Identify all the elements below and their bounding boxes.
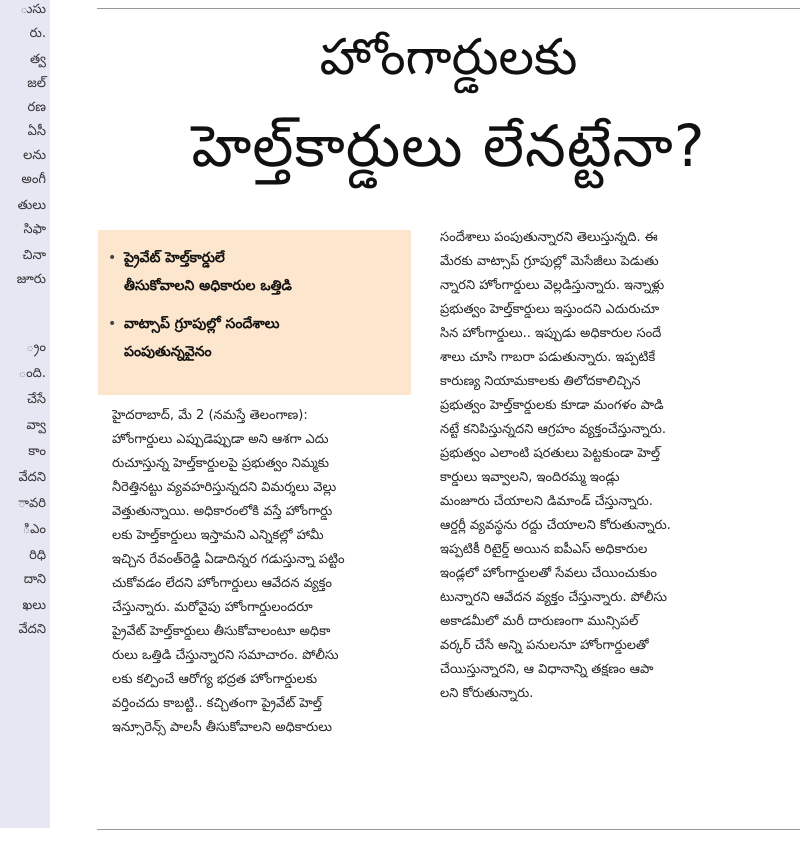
highlight-line: పంపుతున్నవైనం bbox=[124, 344, 212, 360]
highlight-item bbox=[108, 244, 403, 300]
body-line: వర్కర్ చేసే అన్ని పనులనూ హోంగార్డులతో bbox=[440, 638, 649, 653]
previous-article-fragment: ిఎం bbox=[22, 522, 46, 537]
bullet-icon: • bbox=[108, 316, 117, 332]
previous-article-fragment: దాని bbox=[23, 572, 46, 587]
body-line: సిన హోంగార్డులు.. ఇప్పుడు అధికారుల సందే bbox=[440, 326, 662, 341]
body-line: వర్తించదు కాబట్టి.. కచ్చితంగా ప్రైవేట్ హెల్త్ bbox=[112, 696, 323, 711]
body-line: చుకోవడం లేదని హోంగార్డులు ఆవేదన వ్యక్తం bbox=[112, 576, 333, 591]
previous-article-fragment: ంది. bbox=[18, 366, 46, 381]
body-line: సందేశాలు పంపుతున్నారని తెలుస్తున్నది. ఈ bbox=[440, 230, 658, 245]
previous-article-fragment: చినా bbox=[22, 248, 46, 263]
body-line: నీరెత్తినట్టు వ్యవహరిస్తున్నదని విమర్శలు వెల్లు bbox=[112, 480, 337, 495]
body-line: శాలు చూసి గాబరా పడుతున్నారు. ఇప్పటికే bbox=[440, 350, 656, 365]
highlight-line: ప్రైవేట్ హెల్త్‌కార్డులే bbox=[124, 250, 225, 266]
previous-article-fragment: సిఫా bbox=[23, 222, 46, 237]
body-line: ప్రైవేట్ హెల్త్‌కార్డులు తీసుకోవాలంటూ అధికా bbox=[112, 624, 331, 639]
body-line: రుచూస్తున్న హెల్త్‌కార్డులపై ప్రభుత్వం నిమ్మకు bbox=[112, 456, 329, 471]
previous-article-fragment: త్వ bbox=[29, 52, 46, 67]
body-line: చేస్తున్నారు. మరోవైపు హోంగార్డులందరూ bbox=[112, 600, 313, 615]
highlights-box bbox=[98, 230, 411, 395]
body-line: ప్రభుత్వం ఎలాంటి షరతులు పెట్టకుండా హెల్త్ bbox=[440, 446, 661, 461]
bullet-icon: • bbox=[108, 250, 117, 266]
body-line: ఆర్డర్లీ వ్యవస్థను రద్దు చేయాలని కోరుతున్నారు. bbox=[440, 518, 671, 533]
previous-article-fragment: ్రం bbox=[26, 340, 46, 355]
previous-article-fragment: ఖలు bbox=[22, 598, 46, 613]
article-column-1 bbox=[112, 404, 410, 740]
article-column-2 bbox=[440, 226, 785, 706]
previous-article-fragment: రు. bbox=[29, 26, 46, 41]
body-line: మేరకు వాట్సాప్ గ్రూపుల్లో మెసేజీలు పెడుతు bbox=[440, 254, 659, 269]
body-line: హోంగార్డులు ఎప్పుడెప్పుడా అని ఆశగా ఎదు bbox=[112, 432, 329, 447]
body-line: ఇండ్లలో హోంగార్డులతో సేవలు చేయించుకుం bbox=[440, 566, 657, 581]
previous-article-fragment: అంగీ bbox=[21, 172, 46, 187]
body-line: నట్టే కనిపిస్తున్నదని ఆగ్రహం వ్యక్తంచేస్తున్నారు. bbox=[440, 422, 666, 437]
headline-line-1: హోంగార్డులకు bbox=[319, 28, 578, 86]
body-line: ఇన్సూరెన్స్ పాలసీ తీసుకోవాలని అధికారులు bbox=[112, 720, 332, 735]
previous-article-fragment: లను bbox=[23, 148, 46, 163]
previous-article-fragment: ఏసీ bbox=[27, 124, 46, 139]
body-line: చేయిస్తున్నారని, ఆ విధానాన్ని తక్షణం ఆపా bbox=[440, 662, 654, 677]
body-line: ప్రభుత్వం హెల్త్‌కార్డులకు కూడా మంగళం పాడి bbox=[440, 398, 664, 413]
previous-article-fragment: ుసు bbox=[20, 2, 46, 17]
highlight-item bbox=[108, 310, 403, 366]
body-line: హైదరాబాద్, మే 2 (నమస్తే తెలంగాణ): bbox=[112, 408, 308, 423]
previous-article-fragment: కాం bbox=[28, 444, 46, 459]
previous-article-fragment: ావరి bbox=[18, 496, 46, 511]
previous-article-fragment: రిధి bbox=[29, 548, 46, 563]
body-line: లకు హెల్త్‌కార్డులు ఇస్తామని ఎన్నికల్లో హామీ bbox=[112, 528, 324, 543]
previous-article-fragment: చేసే bbox=[26, 392, 46, 407]
previous-article-fragment: వ్వా bbox=[26, 418, 46, 433]
bottom-divider bbox=[97, 829, 800, 830]
previous-article-fragment: జూరు bbox=[16, 272, 46, 287]
highlight-line: వాట్సాప్ గ్రూపుల్లో సందేశాలు bbox=[124, 316, 280, 332]
body-line: మంజూరు చేయాలని డిమాండ్ చేస్తున్నారు. bbox=[440, 494, 653, 509]
body-line: కార్డులు ఇవ్వాలని, ఇందిరమ్మ ఇండ్లు bbox=[440, 470, 620, 485]
body-line: లకు కల్పించే ఆరోగ్య భద్రత హోంగార్డులకు bbox=[112, 672, 318, 687]
body-line: న్నారని హోంగార్డులు వెల్లడిస్తున్నారు. ఇన్నాళ్లు bbox=[440, 278, 665, 293]
body-line: అకాడమీలో మరీ దారుణంగా మున్సిపల్ bbox=[440, 614, 639, 629]
body-line: టున్నారని ఆవేదన వ్యక్తం చేస్తున్నారు. పోలీసు bbox=[440, 590, 668, 605]
body-line: వెత్తుతున్నాయి. అధికారంలోకి వస్తే హోంగార్డు bbox=[112, 504, 333, 519]
body-line: కారుణ్య నియామకాలకు తిలోదకాలిచ్చిన bbox=[440, 374, 641, 389]
body-line: ఇప్పటికీ రిటైర్డ్ అయిన ఐపీఎస్ అధికారుల bbox=[440, 542, 648, 557]
previous-article-column bbox=[0, 0, 50, 828]
body-line: లని కోరుతున్నారు. bbox=[440, 686, 534, 701]
previous-article-fragment: వేదని bbox=[18, 622, 46, 637]
top-divider bbox=[97, 8, 800, 9]
body-line: ప్రభుత్వం హెల్త్‌కార్డులు ఇస్తుందని ఎదురుచూ bbox=[440, 302, 660, 317]
previous-article-fragment: వేదని bbox=[18, 470, 46, 485]
body-line: ఇచ్చిన రేవంత్‌రెడ్డి ఏడాదిన్నర గడుస్తున్నా పట్టిం bbox=[112, 552, 345, 567]
previous-article-fragment: రణ bbox=[27, 100, 46, 115]
previous-article-fragment: తులు bbox=[17, 198, 46, 213]
body-line: రులు ఒత్తిడి చేస్తున్నారని సమాచారం. పోలీసు bbox=[112, 648, 339, 663]
previous-article-fragment: జల్ bbox=[27, 76, 46, 91]
highlight-line: తీసుకోవాలని అధికారుల ఒత్తిడి bbox=[124, 278, 292, 294]
headline-line-2: హెల్త్‌కార్డులు లేనట్టేనా? bbox=[191, 112, 706, 180]
